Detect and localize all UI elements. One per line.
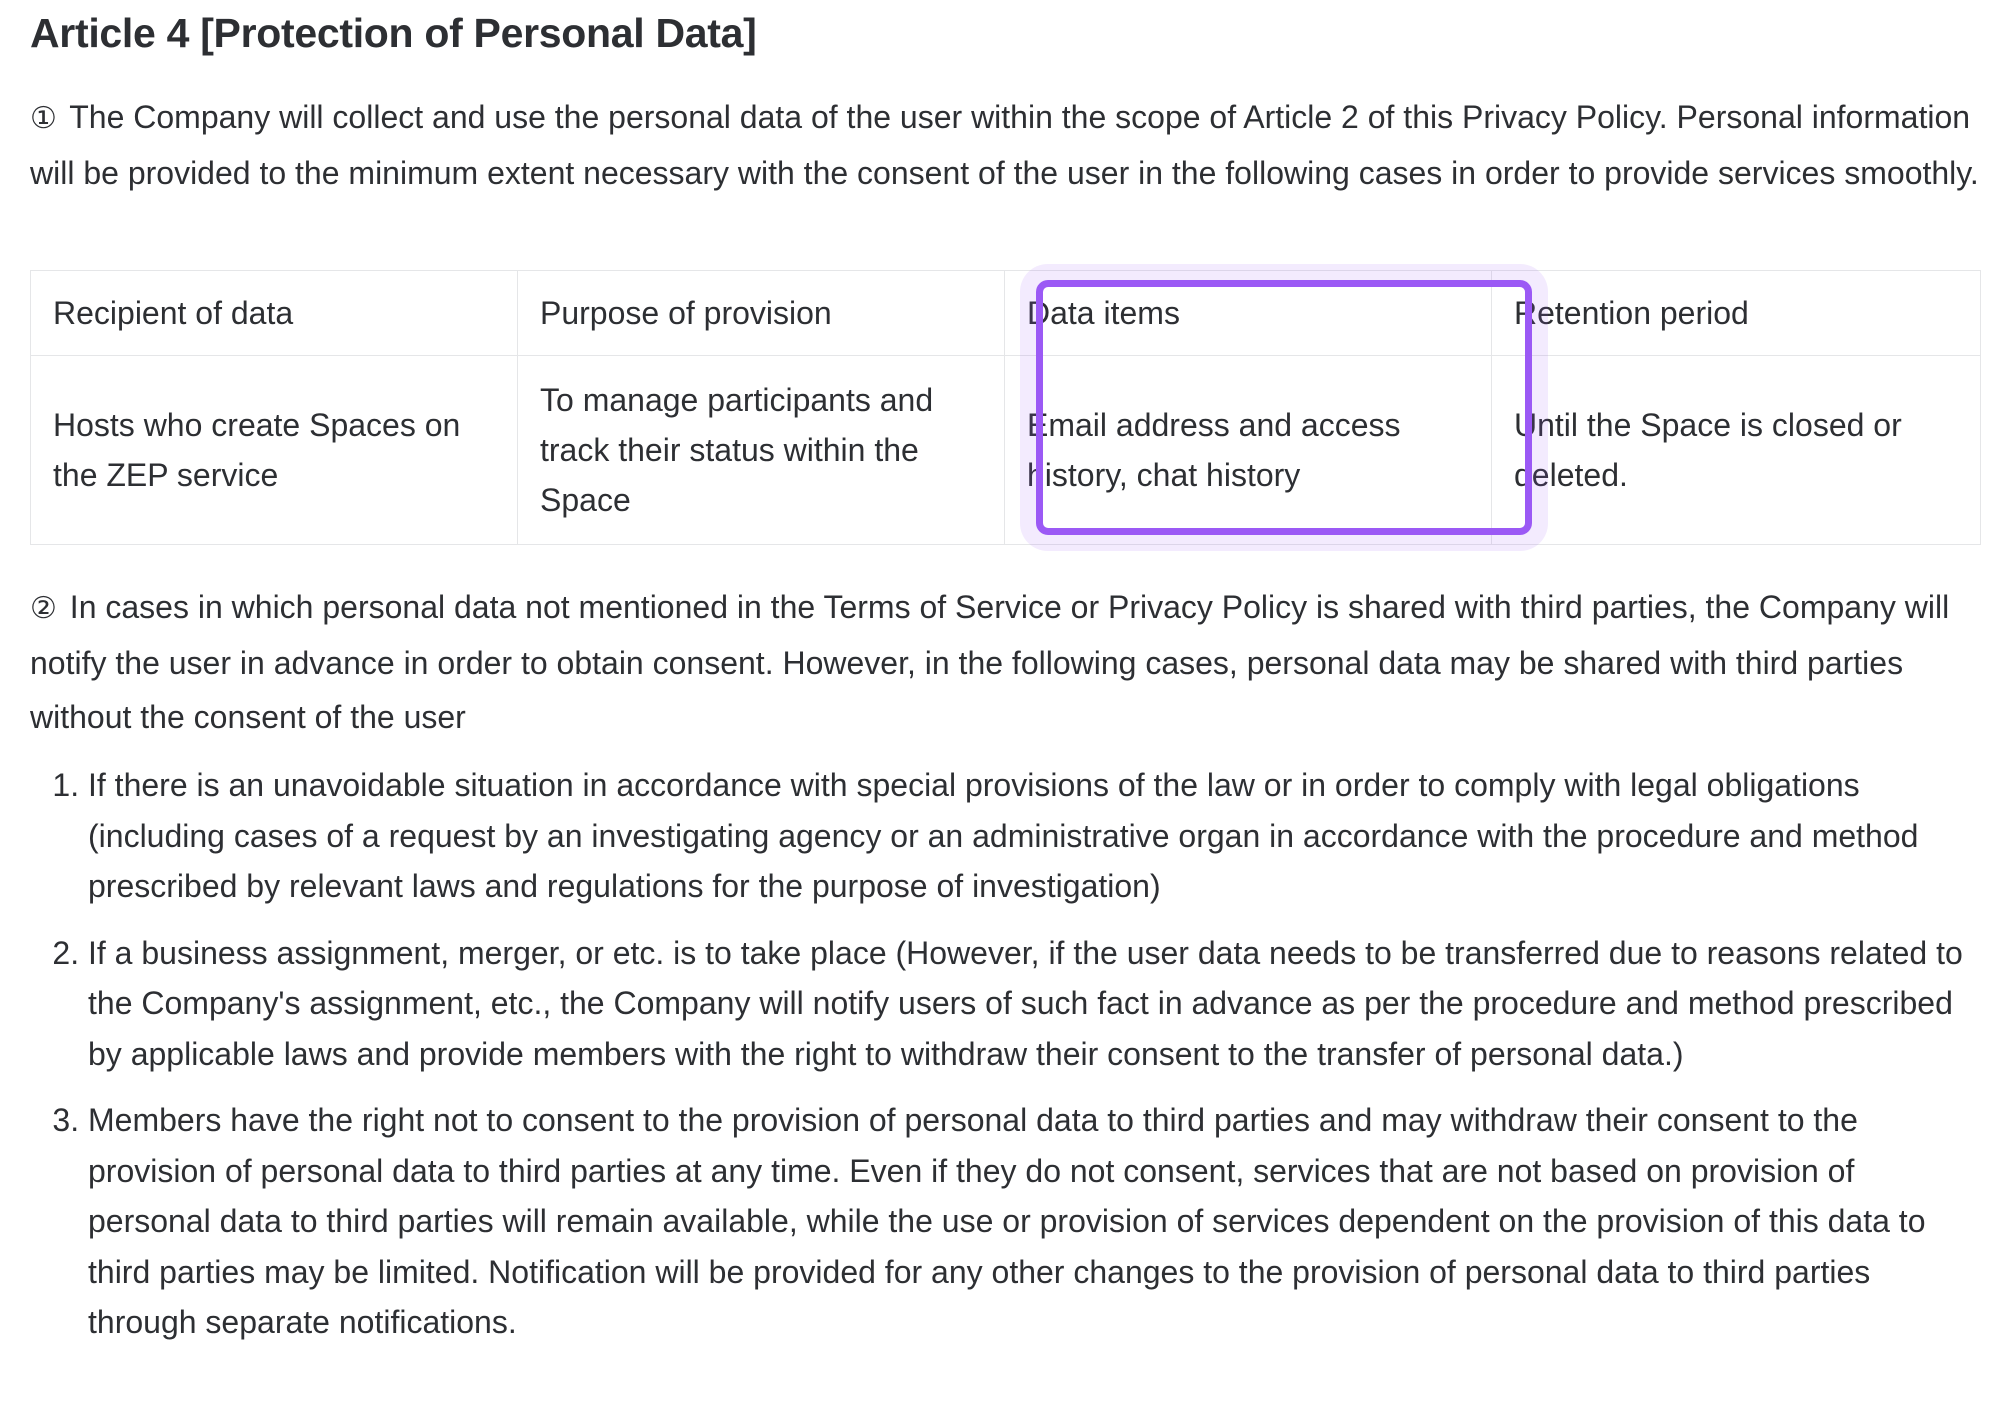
list-item: 2. If a business assignment, merger, or etc. is to take place (However, if the user data needs to be transferred due to reasons related to the Company's assignment, etc., the Company will notify users of such fact in advance as per the procedure and method prescribed by applicable laws and provide members with the right to withdraw their consent to the transfer of personal data.) <box>88 928 1980 1080</box>
list-item: 3. Members have the right not to consent to the provision of personal data to third parties and may withdraw their consent to the provision of personal data to third parties at any time. Even if they do not consent, services that are not based on provision of personal data to third parties will remain available, while the use or provision of services dependent on the provision of this data to third parties may be limited. Notification will be provided for any other changes to the provision of personal data to third parties through separate notifications. <box>88 1095 1980 1348</box>
paragraph-1-text: The Company will collect and use the personal data of the user within the scope of Article 2 of this Privacy Policy. Personal information will be provided to the minimum extent necessary with the consent of the user in the following cases in order to provide services smoothly. <box>30 99 1979 191</box>
header-data-items: Data items <box>1005 271 1492 356</box>
cell-purpose: To manage participants and track their status within the Space <box>518 356 1005 545</box>
header-purpose: Purpose of provision <box>518 271 1005 356</box>
list-item: 1. If there is an unavoidable situation in accordance with special provisions of the law or in order to comply with legal obligations (including cases of a request by an investigating agency or an administrative organ in accordance with the procedure and method prescribed by relevant laws and regulations for the purpose of investigation) <box>88 760 1980 912</box>
cell-recipient: Hosts who create Spaces on the ZEP service <box>31 356 518 545</box>
header-recipient: Recipient of data <box>31 271 518 356</box>
exceptions-list <box>30 760 1980 1364</box>
paragraph-1-marker: ① <box>30 102 57 135</box>
article-title: Article 4 [Protection of Personal Data] <box>30 10 757 56</box>
cell-retention: Until the Space is closed or deleted. <box>1492 356 1981 545</box>
paragraph-1 <box>30 90 1980 200</box>
paragraph-2-marker: ② <box>30 592 57 625</box>
table-row <box>31 356 1981 545</box>
cell-data-items: Email address and access history, chat history <box>1005 356 1492 545</box>
header-retention: Retention period <box>1492 271 1981 356</box>
table-header-row <box>31 271 1981 356</box>
data-provision-table <box>30 270 1981 545</box>
paragraph-2-text: In cases in which personal data not mentioned in the Terms of Service or Privacy Policy is shared with third parties, the Company will notify the user in advance in order to obtain consent. However, in the following cases, personal data may be shared with third parties without the consent of the user <box>30 589 1950 735</box>
paragraph-2 <box>30 580 1980 744</box>
